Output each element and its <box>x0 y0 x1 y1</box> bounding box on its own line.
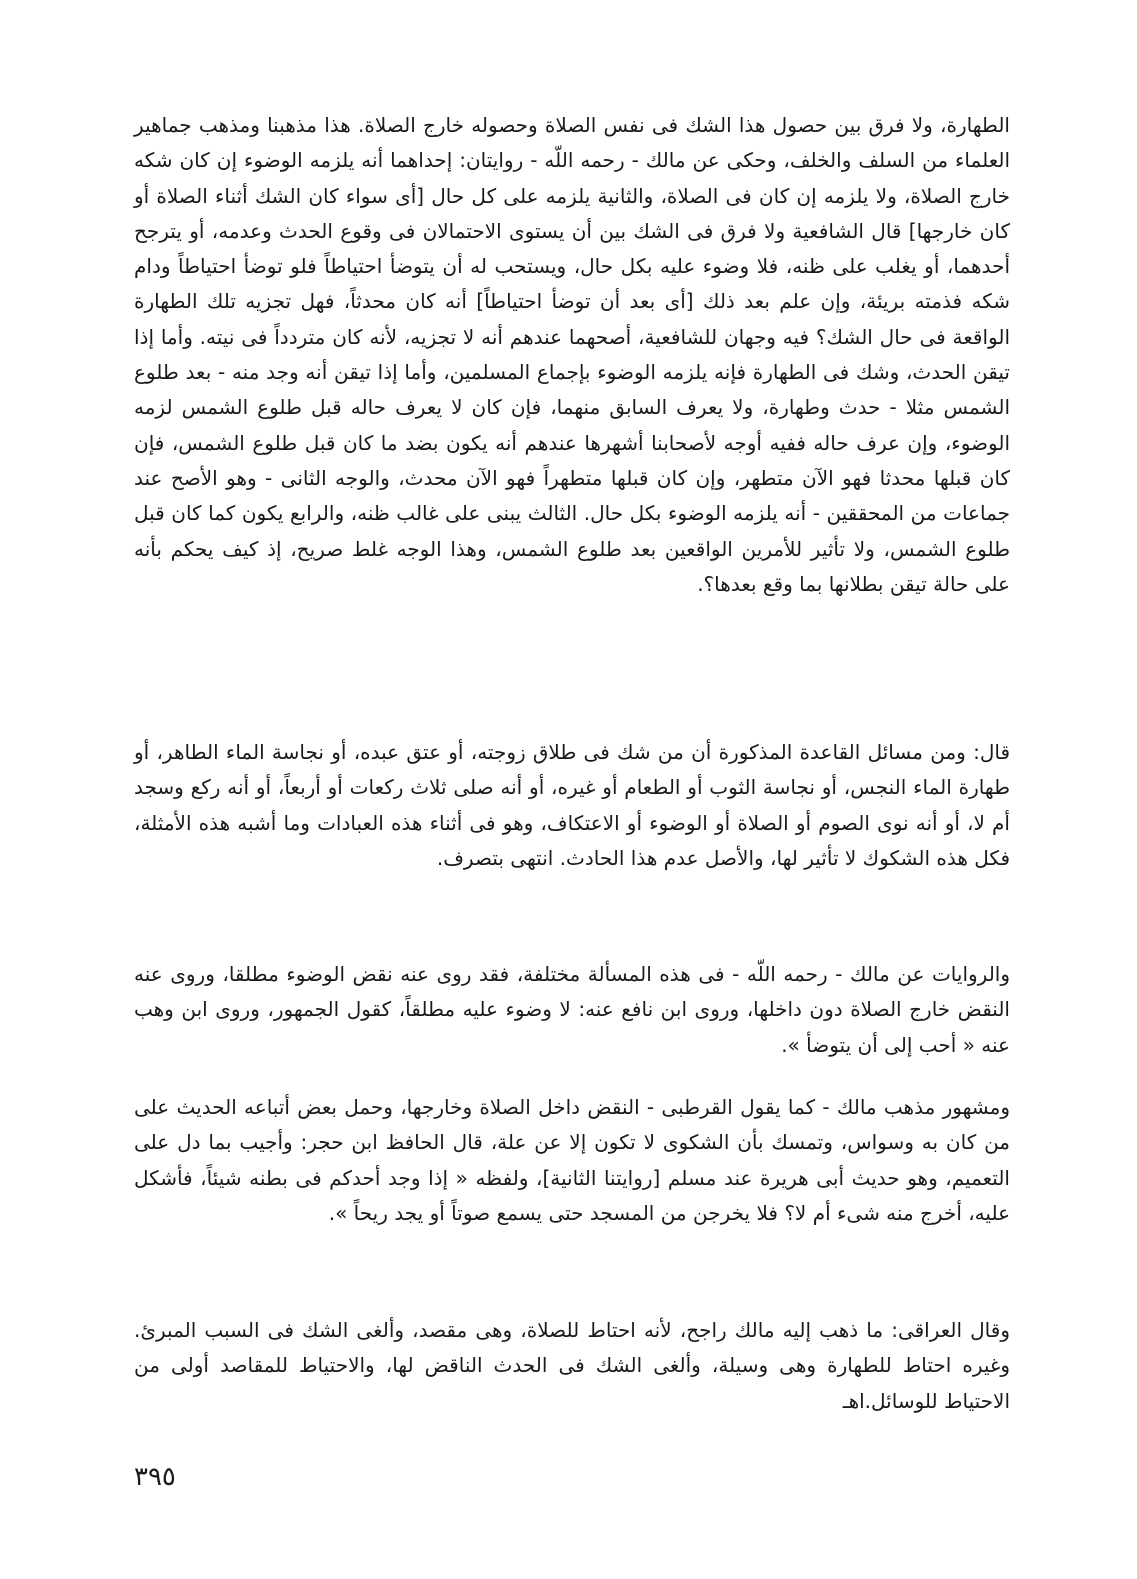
paragraph-iraqi-view: وقال العراقى: ما ذهب إليه مالك راجح، لأنه احتاط للصلاة، وهى مقصد، وألغى الشك فى السبب المبرئ. وغيره احتاط للطهارة وهى وسيلة، وألغى الشك فى الحدث الناقض لها، والاحتياط للمقاصد أولى من الاحتياط للوسائل.اهـ <box>134 1318 1010 1413</box>
paragraph-purity-doubt: الطهارة، ولا فرق بين حصول هذا الشك فى نفس الصلاة وحصوله خارج الصلاة. هذا مذهبنا ومذهب جماهير العلماء من السلف والخلف، وحكى عن مالك - رحمه اللّه - روايتان: إحداهما أنه يلزمه الوضوء إن كان شكه خارج الصلاة، ولا يلزمه إن كان فى الصلاة، والثانية يلزمه على كل حال [أى سواء كان الشك أثناء الصلاة أو كان خارجها] قال الشافعية ولا فرق فى الشك بين أن يستوى الاحتمالان فى وقوع الحدث وعدمه، أو يترجح أحدهما، أو يغلب على ظنه، فلا وضوء عليه بكل حال، ويستحب له أن يتوضأ احتياطاً فلو توضأ احتياطاً ودام شكه فذمته بريئة، وإن علم بعد ذلك [أى بعد أن توضأ احتياطاً] أنه كان محدثاً، فهل تجزيه تلك الطهارة الواقعة فى حال الشك؟ فيه وجهان للشافعية، أصحهما عندهم أنه لا تجزيه، لأنه كان متردداً فى نيته. وأما إذا تيقن الحدث، وشك فى الطهارة فإنه يلزمه الوضوء بإجماع المسلمين، وأما إذا تيقن أنه وجد منه - بعد طلوع الشمس مثلا - حدث وطهارة، ولا يعرف السابق منهما، فإن كان لا يعرف حاله قبل طلوع الشمس لزمه الوضوء، وإن عرف حاله ففيه أوجه لأصحابنا أشهرها عندهم أنه يكون بضد ما كان قبل طلوع الشمس، فإن كان قبلها محدثا فهو الآن متطهر، وإن كان قبلها متطهراً فهو الآن محدث، والوجه الثانى - وهو الأصح عند جماعات من المحققين - أنه يلزمه الوضوء بكل حال. الثالث يبنى على غالب ظنه، والرابع يكون كما كان قبل طلوع الشمس، ولا تأثير للأمرين الواقعين بعد طلوع الشمس، وهذا الوجه غلط صريح، إذ كيف يحكم بأنه على حالة تيقن بطلانها بما وقع بعدها؟. <box>134 113 1010 596</box>
page-number: ٣٩٥ <box>134 1462 176 1492</box>
paragraph-malik-narrations: والروايات عن مالك - رحمه اللّه - فى هذه المسألة مختلفة، فقد روى عنه نقض الوضوء مطلقا، وروى عنه النقض خارج الصلاة دون داخلها، وروى ابن نافع عنه: لا وضوء عليه مطلقاً، كقول الجمهور، وروى ابن وهب عنه « أحب إلى أن يتوضأ ». <box>134 962 1010 1057</box>
paragraph-rule-examples: قال: ومن مسائل القاعدة المذكورة أن من شك فى طلاق زوجته، أو عتق عبده، أو نجاسة الماء الطاهر، أو طهارة الماء النجس، أو نجاسة الثوب أو الطعام أو غيره، أو أنه صلى ثلاث ركعات أو أربعاً، أو أنه ركع وسجد أم لا، أو أنه نوى الصوم أو الصلاة أو الوضوء أو الاعتكاف، وهو فى أثناء هذه العبادات وما أشبه هذه الأمثلة، فكل هذه الشكوك لا تأثير لها، والأصل عدم هذا الحادث. انتهى بتصرف. <box>134 740 1010 870</box>
paragraph-qurtubi-view: ومشهور مذهب مالك - كما يقول القرطبى - النقض داخل الصلاة وخارجها، وحمل بعض أتباعه الحديث على من كان به وسواس، وتمسك بأن الشكوى لا تكون إلا عن علة، قال الحافظ ابن حجر: وأجيب بما دل على التعميم، وهو حديث أبى هريرة عند مسلم [روايتنا الثانية]، ولفظه « إذا وجد أحدكم فى بطنه شيئاً، فأشكل عليه، أخرج منه شىء أم لا؟ فلا يخرجن من المسجد حتى يسمع صوتاً أو يجد ريحاً ». <box>134 1095 1010 1225</box>
